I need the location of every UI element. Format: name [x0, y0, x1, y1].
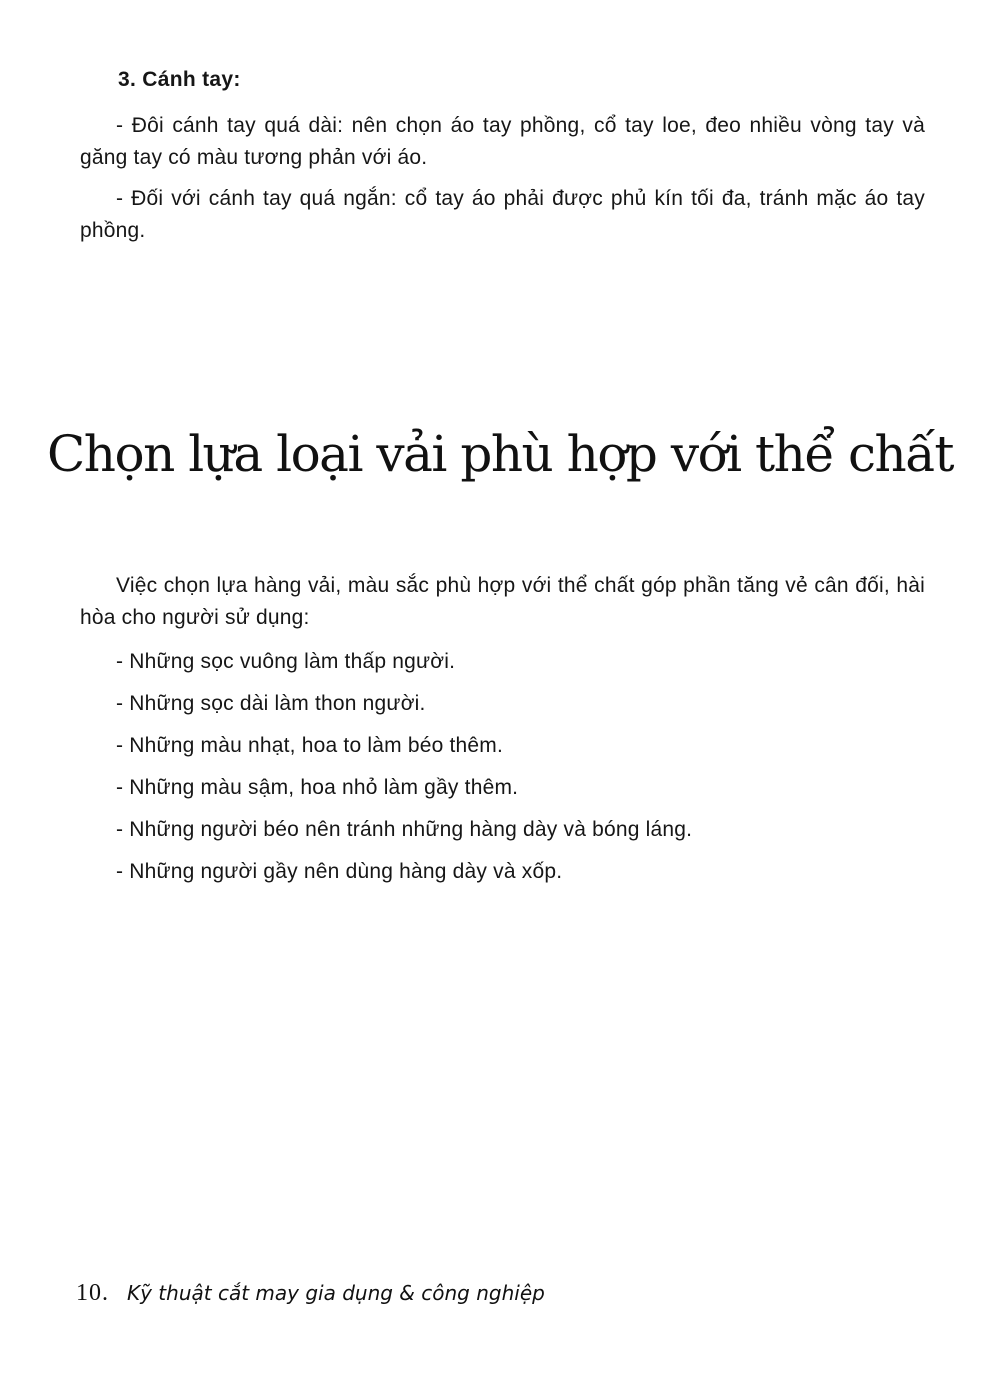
paragraph-long-arms: - Đôi cánh tay quá dài: nên chọn áo tay phồng, cổ tay loe, đeo nhiều vòng tay và găng tay có màu tương phản với áo. — [80, 114, 925, 169]
list-item: - Những sọc dài làm thon người. — [116, 692, 426, 715]
list-item: - Những sọc vuông làm thấp người. — [116, 650, 456, 673]
list-item: - Những người béo nên tránh những hàng dày và bóng láng. — [116, 818, 693, 841]
list-item: - Những màu nhạt, hoa to làm béo thêm. — [116, 734, 504, 757]
chapter-title: Chọn lựa loại vải phù hợp với thể chất — [47, 425, 953, 483]
page-footer — [76, 1280, 545, 1307]
list-item: - Những màu sậm, hoa nhỏ làm gầy thêm. — [116, 776, 519, 799]
section-heading: 3. Cánh tay: — [118, 68, 241, 91]
page-number: 10. — [76, 1280, 109, 1306]
chapter-intro: Việc chọn lựa hàng vải, màu sắc phù hợp với thể chất góp phần tăng vẻ cân đối, hài hòa cho người sử dụng: — [80, 574, 925, 629]
list-item: - Những người gầy nên dùng hàng dày và xốp. — [116, 860, 563, 883]
fabric-advice-list — [116, 646, 692, 898]
book-title: Kỹ thuật cắt may gia dụng & công nghiệp — [127, 1281, 545, 1305]
paragraph-short-arms: - Đối với cánh tay quá ngắn: cổ tay áo phải được phủ kín tối đa, tránh mặc áo tay phồng. — [80, 187, 925, 242]
